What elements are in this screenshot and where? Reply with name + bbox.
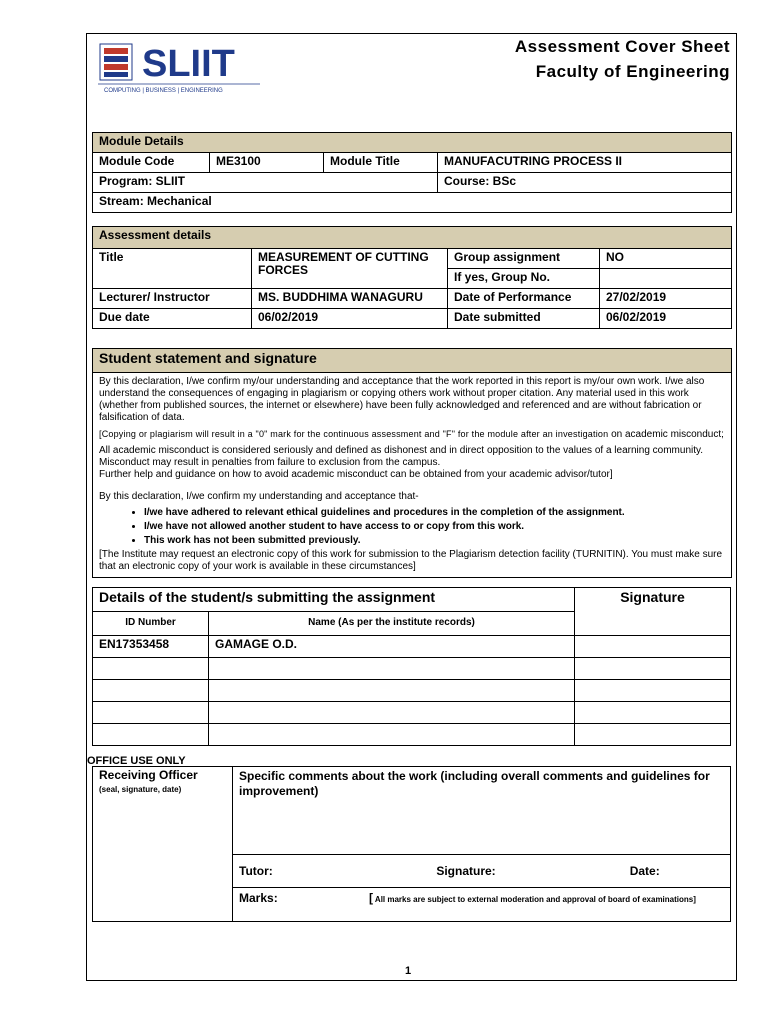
assessment-title-label: Title [93, 249, 252, 289]
student-signature-cell [575, 724, 731, 746]
stream-field: Stream: Mechanical [93, 193, 732, 213]
lecturer-value: MS. BUDDHIMA WANAGURU [252, 289, 448, 309]
student-id-cell [93, 658, 209, 680]
group-assignment-label: Group assignment [448, 249, 600, 269]
faculty-title: Faculty of Engineering [535, 62, 730, 81]
statement-para-2 [99, 428, 725, 441]
office-use-table [92, 766, 731, 922]
lecturer-label: Lecturer/ Instructor [93, 289, 252, 309]
bullet-item: • I/we have not allowed another student to have access to or copy from this work. [144, 521, 725, 533]
submitted-date-label: Date submitted [448, 309, 600, 329]
due-date-label: Due date [93, 309, 252, 329]
assessment-details-table [92, 226, 732, 329]
student-name-cell [209, 724, 575, 746]
module-title-value: MANUFACUTRING PROCESS II [438, 153, 732, 173]
course-field: Course: BSc [438, 173, 732, 193]
student-name-cell [209, 658, 575, 680]
group-assignment-value: NO [600, 249, 732, 269]
student-name-cell [209, 680, 575, 702]
student-details-table [92, 587, 731, 746]
student-signature-cell [575, 680, 731, 702]
marks-row [233, 887, 731, 921]
statement-para-1: By this declaration, I/we confirm my/our understanding and acceptance that the work reported in this report is my/our own work. I/we also understand the consequences of engaging in plagiarism or copying others work without proper citation. Any material used in this work (whether from published sources, the internet or elsewhere) have been fully acknowledged and referenced and are without fabrication or falsification of data. [99, 376, 705, 423]
performance-date-value: 27/02/2019 [600, 289, 732, 309]
module-code-label: Module Code [93, 153, 210, 173]
cover-sheet-title: Assessment Cover Sheet [514, 37, 730, 56]
logo-tagline: COMPUTING | BUSINESS | ENGINEERING [104, 88, 223, 94]
page-number: 1 [405, 965, 412, 977]
office-use-title: OFFICE USE ONLY [87, 755, 186, 767]
student-name-cell [209, 702, 575, 724]
statement-para-6: [The Institute may request an electronic copy of this work for submission to the Plagiarism detection facility (TURNITIN). You must make sure that an electronic copy of your work is available in these circumstances] [99, 549, 723, 572]
student-signature-cell [575, 658, 731, 680]
statement-para-5: By this declaration, I/we confirm my understanding and acceptance that- [99, 491, 419, 502]
statement-bullets [99, 507, 725, 547]
module-details-table [92, 132, 732, 213]
statement-para-2-small: [Copying or plagiarism will result in a "0" mark for the continuous assessment and "F" for the module after an investigation [99, 429, 609, 439]
module-details-header: Module Details [93, 133, 732, 153]
student-id-cell [93, 680, 209, 702]
tutor-row [233, 855, 731, 887]
receiving-officer-cell [93, 767, 233, 922]
group-no-label: If yes, Group No. [448, 269, 600, 289]
receiving-officer-label: Receiving Officer [99, 768, 198, 782]
student-id-cell [93, 702, 209, 724]
statement-para-3: All academic misconduct is considered seriously and defined as dishonest and in direct opposition to the values of a learning community. Misconduct may result in penalties from failure to exclusion from the campus. [99, 445, 704, 468]
bullet-item: • I/we have adhered to relevant ethical guidelines and procedures in the completion of the assignment. [144, 507, 725, 519]
performance-date-label: Date of Performance [448, 289, 600, 309]
student-signature-cell [575, 702, 731, 724]
comments-label: Specific comments about the work (including overall comments and guidelines for improvement) [239, 769, 710, 798]
module-title-label: Module Title [324, 153, 438, 173]
assessment-title-value: MEASUREMENT OF CUTTING FORCES [252, 249, 448, 289]
student-name-cell: GAMAGE O.D. [209, 636, 575, 658]
submitted-date-value: 06/02/2019 [600, 309, 732, 329]
statement-body [93, 373, 732, 578]
marks-label: Marks: [239, 890, 278, 905]
signature-label: Signature: [436, 863, 496, 878]
group-no-value [600, 269, 732, 289]
due-date-value: 06/02/2019 [252, 309, 448, 329]
assessment-details-header: Assessment details [93, 227, 732, 249]
signature-header: Signature [575, 588, 731, 636]
student-statement-table [92, 348, 732, 578]
student-details-header: Details of the student/s submitting the assignment [93, 588, 575, 612]
bullet-item: • This work has not been submitted previously. [144, 535, 725, 547]
student-id-cell [93, 724, 209, 746]
sliit-logo [98, 40, 263, 98]
module-code-value: ME3100 [210, 153, 324, 173]
student-signature-cell [575, 636, 731, 658]
program-field: Program: SLIIT [93, 173, 438, 193]
comments-cell [233, 767, 731, 855]
marks-bracket: [ [369, 890, 373, 905]
receiving-officer-sub: (seal, signature, date) [99, 785, 182, 794]
name-header: Name (As per the institute records) [209, 612, 575, 636]
student-id-cell: EN17353458 [93, 636, 209, 658]
student-statement-header: Student statement and signature [93, 349, 732, 373]
logo-text: SLIIT [142, 43, 235, 85]
tutor-label: Tutor: [239, 863, 273, 878]
id-number-header: ID Number [93, 612, 209, 636]
date-label: Date: [629, 863, 660, 878]
statement-para-4: Further help and guidance on how to avoid academic misconduct can be obtained from your academic advisor/tutor] [99, 469, 613, 480]
statement-para-2-rest: on academic misconduct; [608, 429, 724, 440]
marks-note: All marks are subject to external moderation and approval of board of examinations] [373, 894, 696, 904]
